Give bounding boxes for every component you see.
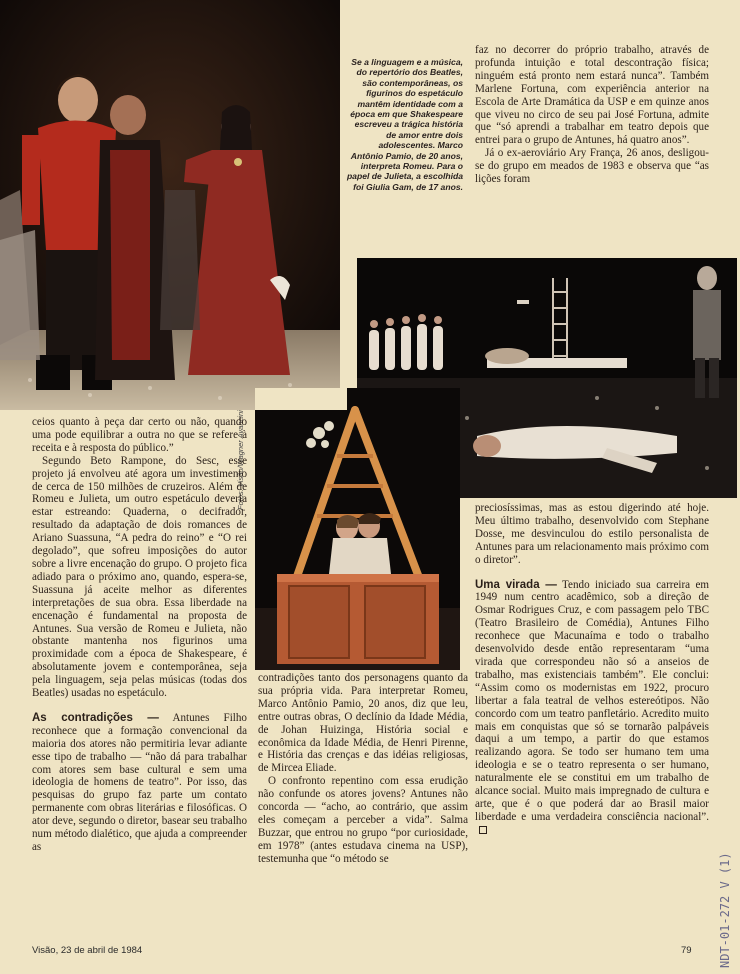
paragraph: contradições tanto dos personagens quanto da sua própria vida. Para interpretar Romeu, Marco Antônio Pamio, 20 anos, diz que leu, entre outras obras, O declínio da Idade Média, de Johan Huizinga, História social e econômica da Idade Média, de Henri Pirenne, e História das crenças e das idéias religiosas, de Mircea Eliade.: [258, 672, 468, 775]
paragraph-text: Antunes Filho reconhece que a formação convencional da maioria dos atores não permitiria levar adiante esse tipo de trabalho — “não dá para trabalhar com atores sem base cultural e sem uma ideologia de homens de teatro”. Por isso, das pesquisas do grupo faz parte um contato permanente com obras literárias e filosóficas. O ator deve, segundo o diretor, basear seu trabalho num método dialético, que ajuda a compreender as: [32, 711, 247, 853]
article-column-middle: [258, 672, 468, 866]
article-column-left: [32, 416, 247, 854]
photo-credit: Fotos: Visão/Wagner Avancini: [236, 410, 245, 510]
paragraph: Já o ex-aeroviário Ary França, 26 anos, desligou-se do grupo em meados de 1983 e observa que “as lições foram: [475, 147, 709, 186]
article-column-right-top: [475, 44, 709, 186]
stage-photo-a-frame: [255, 388, 460, 670]
section-heading-virada: Uma virada —: [475, 578, 557, 591]
photo-caption: Se a linguagem e a música, do repertório dos Beatles, são contemporâneas, os figurinos do espetáculo mantêm identidade com a época em que Shakespeare escreveu a trágica história de amor entre dois adolescentes. Marco Antônio Pamio, de 20 anos, interpreta Romeu. Para o papel de Julieta, a escolhida foi Giulia Gam, de 17 anos.: [346, 57, 463, 192]
paragraph: ceios quanto à peça dar certo ou não, quando uma pode equilibrar a outra no que se refere à receita e à resposta do público.”: [32, 416, 247, 454]
paragraph: O confronto repentino com essa erudição não confunde os atores jovens? Antunes não concorda — “acho, ao contrário, que assim eles começam a perceber a vida”. Salma Buzzar, que entrou no grupo “por curiosidade, em 1978” (antes estudava cinema na USP), testemunha que “o método se: [258, 775, 468, 865]
end-of-article-mark: [479, 826, 487, 834]
stage-photo-drawing: [0, 0, 340, 410]
paragraph-text: Tendo iniciado sua carreira em 1949 num centro acadêmico, sob a direção de Osmar Rodrigues Cruz, e com passagem pelo TBC (Teatro Brasileiro de Comédia), Antunes Filho reconhece que Macunaíma e todo o trabalho desenvolvido desde então representaram “uma virada que correspondeu não só a anseios de trabalho, mas existenciais também”. Ele conclui: “Assim como os modernistas em 1922, procuro libertar a fala teatral de velhos estereótipos. Não concordo com um teatro panfletário. Acredito muito mais em conquistas que só se tornarão palpáveis daqui a um tempo, a partir do que estamos realizando agora. Se todo ser humano tem uma ideologia e se o teatro representa o ser humano, naturalmente ele se constitui em um trabalho de alcance social. Muito mais impregnado de cultura e arte, que é o que poderá dar ao Brasil maior liberdade e uma verdadeira consciência nacional”.: [475, 578, 709, 823]
stage-photo-romeo-juliet: [0, 0, 340, 410]
paragraph: preciosíssimas, mas as estou digerindo até hoje. Meu último trabalho, desenvolvido com Stephane Dosse, me desvinculou do estilo personalista de Antunes para um relacionamento mais próximo com o diretor”.: [475, 502, 709, 566]
article-column-right-bottom: [475, 502, 709, 837]
paragraph: Segundo Beto Rampone, do Sesc, esse projeto já envolveu até agora um investimento de cerca de 150 milhões de cruzeiros. Além de Romeu e Julieta, um outro espetáculo deveria estar estreando: Quaderna, o decifrador, resultado da adaptação de dois romances de Ariano Suassuna, “A pedra do reino” e “O rei degolado”, que sofreu imposições do autor sobre a livre encenação do grupo. O projeto fica adiado para o próximo ano, quando, espera-se, Suassuna já aceite melhor as diferentes interpretações de sua obra. Essa liberdade na encenação é fundamental na proposta de Antunes. Sua versão de Romeu e Julieta, não obstante mantenha nos figurinos uma proximidade com a época de Shakespeare, é absolutamente jovem e contemporânea, seja pela linguagem, seja pelas músicas (todas dos Beatles) usadas no espetáculo.: [32, 454, 247, 700]
handwritten-archive-note: NDT-01-272 V (1): [718, 852, 732, 968]
stage-photo-a-frame-drawing: [255, 388, 460, 670]
paragraph: faz no decorrer do próprio trabalho, através de profunda intuição e total descontração física; ninguém está pronto nem estará nunca”. Também Marlene Fortuna, com experiência anterior na Escola de Arte Dramática da USP e em quinze anos que viveu no circo de seu pai José Fortuna, admite que “só aprendi a trabalhar em teatro depois que entrei para o grupo de Antunes, há quatro anos”.: [475, 44, 709, 147]
footer-source: Visão, 23 de abril de 1984: [32, 945, 143, 956]
section-paragraph: [32, 712, 247, 854]
page-number: 79: [681, 945, 692, 956]
section-heading-contradicoes: As contradições —: [32, 711, 159, 724]
section-paragraph: [475, 579, 709, 837]
